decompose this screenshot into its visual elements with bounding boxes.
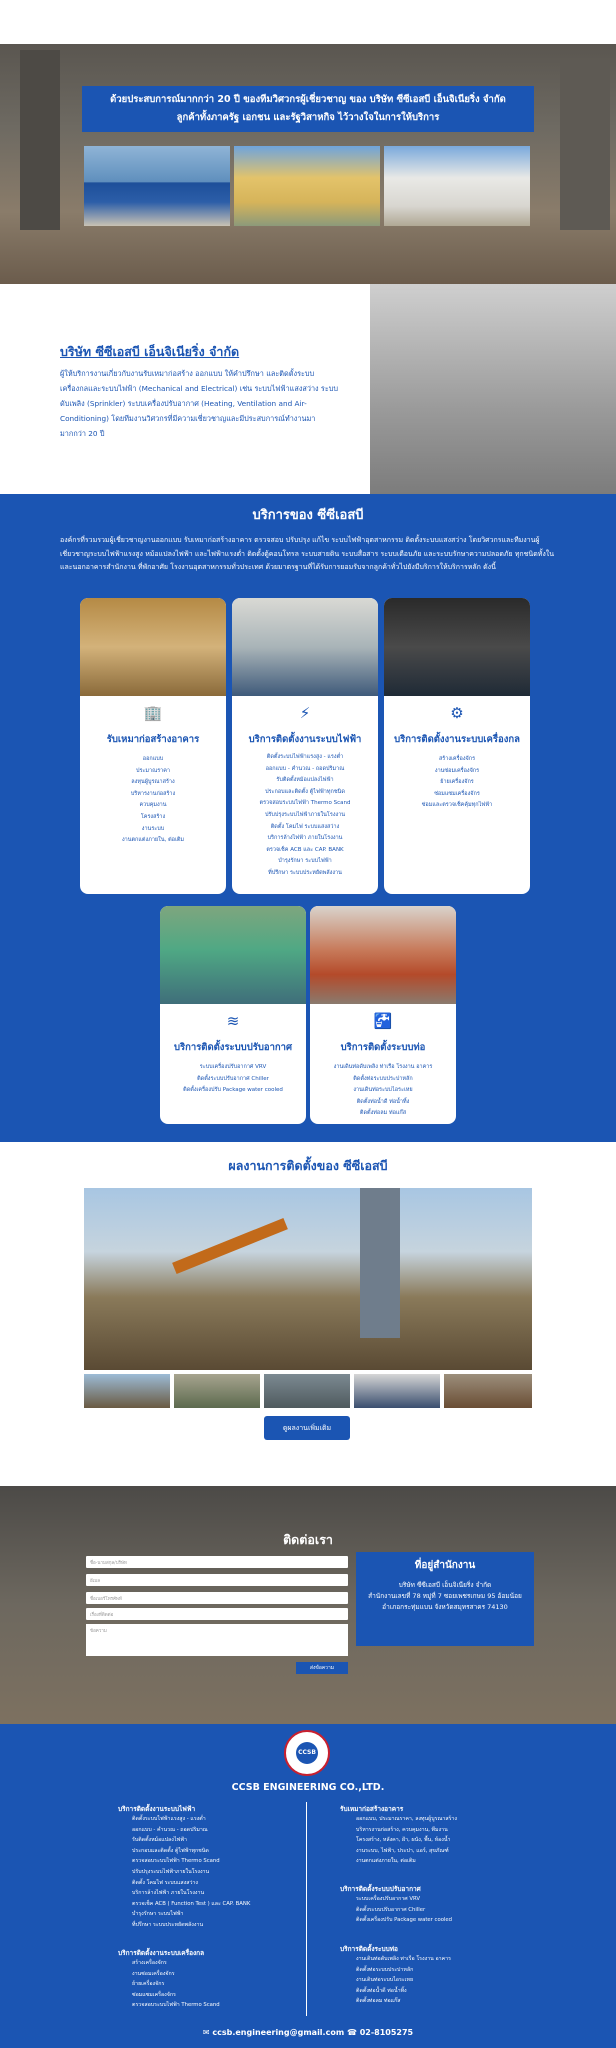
services-title: บริการของ ซีซีเอสบี [252,508,364,523]
service-card-construction[interactable] [80,598,226,894]
works-title: ผลงานการติดตั้งของ ซีซีเอสบี [228,1158,388,1173]
hvac-pipes-photo [160,906,306,1004]
list-item[interactable]: ติดตั้งเครื่องปรับ Package water cooled [356,1917,453,1924]
list-item[interactable]: ติดตั้งระบบปรับอากาศ Chiller [356,1906,426,1913]
name-field[interactable]: ชื่อ-นามสกุล/บริษัท [86,1556,348,1568]
footer-pipe-list [356,1954,451,2007]
list-item: ออกแบบ [142,756,164,762]
about-title: บริษัท ซีซีเอสบี เอ็นจิเนียริ่ง จำกัด [60,344,240,359]
footer-electrical-list [132,1814,250,1931]
send-button[interactable]: ส่งข้อความ [296,1662,348,1674]
list-item: ซ่อมและตรวจเช็คคุ้มทุกไฟฟ้า [421,802,493,809]
list-item[interactable]: ปรับปรุงระบบไฟฟ้าภายในโรงงาน [132,1868,210,1875]
footer-company-name: CCSB ENGINEERING CO.,LTD. [231,1782,385,1793]
works-thumbnail[interactable] [354,1374,440,1408]
list-item[interactable]: ติดตั้งท่อน้ำดี ท่อน้ำทิ้ง [356,1987,407,1994]
list-item: ประกอบและติดตั้ง ตู้ไฟฟ้าทุกชนิด [265,788,345,795]
services-description: องค์กรที่รวมรวมผู้เชี่ยวชาญงานออกแบบ รับเหมาก่อสร้างอาคาร ตรวจสอบ ปรับปรุง แก้ไข ระบบไฟฟ้าอุตสาหกรรม ติดตั้งระบบแสงสว่าง โดยวิศวกรและทีมงานผู้เชี่ยวชาญระบบไฟฟ้าแรงสูง หม้อแปลงไฟฟ้า และไฟฟ้าแรงต่ำ ติดตั้งตู้คอนโทรล ระบบสายดิน ระบบสื่อสาร ระบบเตือนภัย และระบบรักษาความปลอดภัย ทุกชนิดทั้งในและนอกอาคารสำนักงาน ที่พักอาศัย โรงงานอุตสาหกรรมทั่วประเทศ ด้วยมาตรฐานที่ได้รับการยอมรับจากลูกค้าทั่วไปยังมีบริการให้บริการหลัก ดังนี้ [60,536,554,571]
list-item[interactable]: ย้ายเครื่องจักร [132,1981,165,1988]
list-item[interactable]: รับติดตั้งหม้อแปลงไฟฟ้า [132,1837,188,1844]
list-item: งานเดินท่อดับเพลิง ท่าเรือ โรงงาน อาคาร [333,1064,433,1070]
list-item: ติดตั้งเครื่องปรับ Package water cooled [183,1087,283,1094]
logo-mark: CCSB [296,1742,318,1764]
list-item[interactable]: ออกแบบ - คำนวณ - ถอดปริมาณ [132,1826,208,1833]
list-item: ย้ายเครื่องจักร [440,779,474,786]
list-item[interactable]: งานระบบ, ไฟฟ้า, ประปา, แอร์, สุขภัณฑ์ [356,1847,449,1854]
footer-construction-heading[interactable]: รับเหมาก่อสร้างอาคาร [340,1805,404,1813]
list-item: บำรุงรักษา ระบบไฟฟ้า [278,858,332,865]
list-item: ประมาณราคา [135,767,171,774]
list-item: ติดตั้งระบบไฟฟ้าแรงสูง - แรงต่ำ [266,754,344,760]
list-item[interactable]: ติดตั้ง โคมไฟ ระบบแสงสว่าง [132,1879,198,1886]
list-item[interactable]: ติดตั้งท่อระบบประปาหลัก [356,1966,414,1973]
building-icon: 🏢 [143,704,163,722]
list-item[interactable]: ติดตั้งระบบไฟฟ้าแรงสูง - แรงต่ำ [132,1816,206,1822]
list-item[interactable]: ตรวจสอบระบบไฟฟ้า Thermo Scand [132,1858,220,1865]
tree-photo [370,284,616,494]
footer-pipe-heading[interactable]: บริการติดตั้งระบบท่อ [340,1945,398,1953]
steel-structure-photo [84,146,230,226]
hero-subheadline: ลูกค้าทั้งภาครัฐ เอกชน และรัฐวิสาหกิจ ไว้วางใจในการให้บริการ [176,112,440,123]
works-thumbnail[interactable] [174,1374,260,1408]
list-item[interactable]: งานเดินท่อดับเพลิง ท่าเรือ โรงงาน อาคาร [356,1956,451,1962]
footer-construction-list [356,1814,457,1867]
footer-contact-line[interactable]: ✉ ccsb.engineering@gmail.com ☎ 02-8105275 [202,2028,414,2037]
list-item[interactable]: บริการล้างไฟฟ้า ภายในโรงงาน [132,1890,205,1897]
pipes-photo [310,906,456,1004]
machinery-photo [384,598,530,696]
service-card-mechanical[interactable] [384,598,530,894]
list-item[interactable]: สร้างเครื่องจักร [132,1960,167,1966]
list-item[interactable]: ประกอบและติดตั้ง ตู้ไฟฟ้าทุกชนิด [132,1847,209,1854]
office-title: ที่อยู่สำนักงาน [414,1560,476,1571]
works-main-photo[interactable] [84,1188,532,1370]
phone-field[interactable]: ชื่อเบอร์โทรศัพท์ [86,1592,348,1604]
faucet-icon: 🚰 [373,1012,393,1030]
list-item[interactable]: ออกแบบ, ประมาณราคา, ลงทุนผู้บูรณาสร้าง [356,1816,457,1822]
address-line: บริษัท ซีซีเอสบี เอ็นจิเนียริ่ง จำกัด [398,1581,492,1589]
card-title: บริการติดตั้งงานระบบไฟฟ้า [248,734,362,745]
footer-hvac-heading[interactable]: บริการติดตั้งระบบปรับอากาศ [340,1885,421,1893]
city-building-image [560,60,610,230]
list-item[interactable]: ตรวจสอบระบบไฟฟ้า Thermo Scand [132,2002,220,2009]
works-thumbnail[interactable] [444,1374,532,1408]
tower-image [360,1188,400,1338]
list-item[interactable]: ซ่อมแซมเครื่องจักร [132,1991,176,1998]
hero-headline: ด้วยประสบการณ์มากกว่า 20 ปี ของทีมวิศวกรผู้เชี่ยวชาญ ของ บริษัท ซีซีเอสบี เอ็นจิเนียริ่ง จำกัด [110,94,506,105]
list-item: งานระบบ [141,825,165,832]
list-item: ปรับปรุงระบบไฟฟ้าภายในโรงงาน [264,811,346,818]
card-title: บริการติดตั้งระบบท่อ [340,1042,426,1053]
list-item: ควบคุมงาน [139,802,167,809]
bolt-icon: ⚡ [299,704,311,722]
list-item: ซ่อมแซมเครื่องจักร [434,790,480,797]
list-item: ติดตั้งท่อลม ท่อแก๊ส [359,1110,407,1117]
list-item: ติดตั้งท่อระบบประปาหลัก [353,1075,413,1082]
list-item: งานซ่อมเครื่องจักร [434,767,480,774]
card-title: รับเหมาก่อสร้างอาคาร [106,734,200,745]
service-card-hvac[interactable] [160,906,306,1124]
about-body: ผู้ให้บริการงานเกี่ยวกับงานรับเหมาก่อสร้าง ออกแบบ ให้คำปรึกษา และติดตั้งระบบเครื่องกลและระบบไฟฟ้า (Mechanical and Electrical) เช่น ระบบไฟฟ้าแสงสว่าง ระบบดับเพลิง (Sprinkler) ระบบเครื่องปรับอากาศ (Heating, Ventilation and Air-Conditioning) โดยทีมงานวิศวกรที่มีความเชี่ยวชาญและมีประสบการณ์ทำงานมามากกว่า 20 ปี [60,369,339,438]
address-line: สำนักงานเลขที่ 78 หมู่ที่ 7 ซอยเพชรเกษม 95 อ้อมน้อย [368,1592,522,1600]
list-item[interactable]: โครงสร้าง, หลังคา, ฝ้า, ผนัง, พื้น, ห้องน้ำ [356,1837,451,1844]
message-field[interactable]: ข้อความ [86,1624,348,1656]
works-thumbnail[interactable] [264,1374,350,1408]
list-item: ออกแบบ - คำนวณ - ถอดปริมาณ [265,765,345,772]
list-item[interactable]: ติดตั้งท่อลม ท่อแก๊ส [356,1998,401,2005]
list-item: ลงทุนผู้บูรณาสร้าง [131,779,175,786]
card-items [232,752,378,880]
list-item: งานเดินท่อระบบไอระเหย [353,1087,413,1094]
contact-title: ติดต่อเรา [283,1532,333,1547]
view-more-works-button[interactable]: ดูผลงานเพิ่มเติม [264,1416,350,1440]
list-item[interactable]: ระบบเครื่องปรับอากาศ VRV [356,1896,420,1902]
list-item: ติดตั้ง โคมไฟ ระบบแสงสว่าง [270,823,340,830]
card-title: บริการติดตั้งงานระบบเครื่องกล [394,734,520,745]
list-item: งานตกแต่งภายใน, ต่อเติม [121,837,185,844]
list-item[interactable]: งานซ่อมเครื่องจักร [132,1970,175,1977]
white-building-photo [384,146,530,226]
list-item: ที่ปรึกษา ระบบประหยัดพลังงาน [268,869,342,876]
list-item[interactable]: บริหารงานก่อสร้าง, ควบคุมงาน, ทีมงาน [356,1826,448,1833]
list-item: โครงสร้าง [140,813,166,820]
card-items [80,754,226,847]
card-title: บริการติดตั้งระบบปรับอากาศ [173,1042,293,1053]
footer-electrical-heading[interactable]: บริการติดตั้งงานระบบไฟฟ้า [118,1805,196,1813]
list-item: สร้างเครื่องจักร [438,756,476,762]
list-item[interactable]: งานเดินท่อระบบไอระเหย [356,1977,414,1984]
footer-mechanical-heading[interactable]: บริการติดตั้งงานระบบเครื่องกล [118,1949,205,1957]
address-line: อำเภอกระทุ่มแบน จังหวัดสมุทรสาคร 74130 [382,1603,508,1611]
works-thumbnail[interactable] [84,1374,170,1408]
list-item: ระบบเครื่องปรับอากาศ VRV [199,1064,267,1070]
footer-logo [284,1730,330,1776]
list-item: ตรวจเช็ค ACB และ CAP. BANK [266,846,344,853]
footer-divider [306,1802,307,2016]
city-building-image [20,50,60,230]
list-item[interactable]: บำรุงรักษา ระบบไฟฟ้า [132,1911,184,1918]
site-header [0,0,616,44]
list-item: ติดตั้งท่อน้ำดี ท่อน้ำทิ้ง [356,1098,410,1105]
list-item[interactable]: ที่ปรึกษา ระบบประหยัดพลังงาน [132,1921,204,1928]
list-item[interactable]: ตรวจเช็ค ACB ( Function Test ) และ CAP. BANK [132,1900,251,1907]
list-item: บริการล้างไฟฟ้า ภายในโรงงาน [267,835,343,842]
scaffolding-photo [80,598,226,696]
service-card-pipe[interactable] [310,906,456,1124]
email-field[interactable]: อีเมล [86,1574,348,1586]
building-photo [234,146,380,226]
card-items [310,1062,456,1120]
subject-field[interactable]: เรื่องที่ติดต่อ [86,1608,348,1620]
footer-mechanical-list [132,1958,220,2011]
card-items [160,1062,306,1097]
office-address [356,1580,534,1613]
card-items [384,754,530,812]
footer-hvac-list [356,1894,452,1926]
electrician-photo [232,598,378,696]
list-item: รับติดตั้งหม้อแปลงไฟฟ้า [276,777,334,784]
gears-icon: ⚙ [450,704,464,722]
list-item: ติดตั้งระบบปรับอากาศ Chiller [197,1075,269,1082]
list-item: บริหารงานก่อสร้าง [130,790,176,797]
hvac-icon: ≋ [226,1012,240,1030]
service-card-electrical[interactable] [232,598,378,894]
list-item: ตรวจสอบระบบไฟฟ้า Thermo Scand [259,800,351,807]
list-item[interactable]: งานตกแต่งภายใน, ต่อเติม [356,1858,416,1865]
